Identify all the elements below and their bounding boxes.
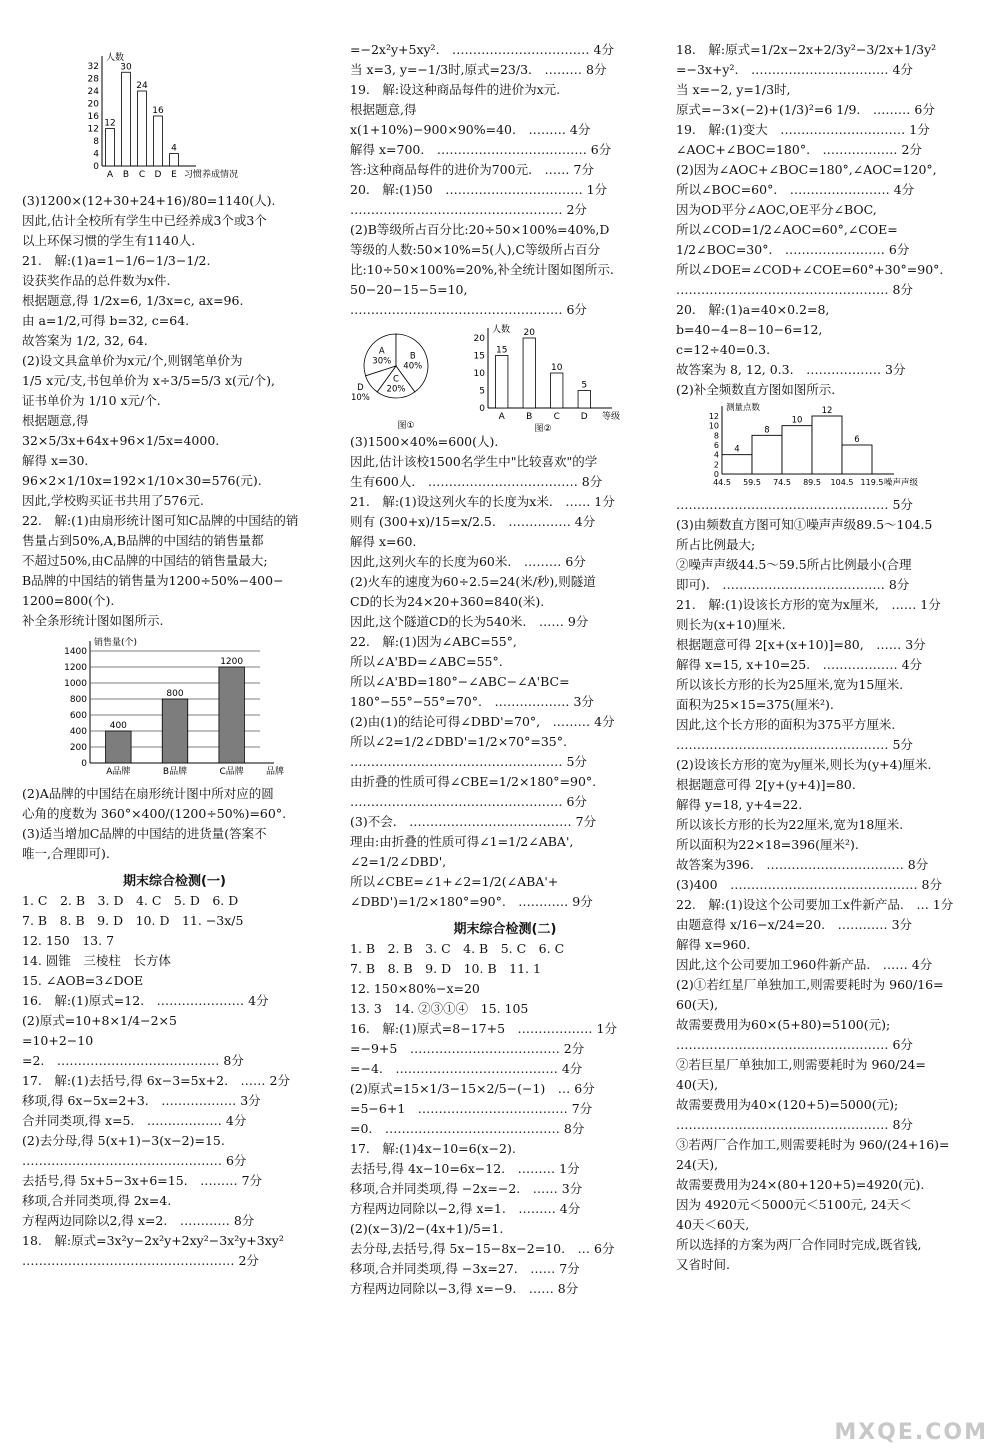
text-line: …………………………………………… 5分 [676, 737, 913, 752]
text-line: 20. 解:(1)50 …………………………… 1分 [350, 182, 608, 197]
text-line: 1. B 2. B 3. C 4. B 5. C 6. C [350, 941, 565, 956]
text-line: 16. 解:(1)原式=8−17+5 ……………… 1分 [350, 1021, 617, 1036]
bar-value-label: 12 [104, 118, 116, 129]
text-line: 故需要费用为24×(80+120+5)=4920(元). [676, 1177, 925, 1192]
text-line: 1. C 2. B 3. D 4. C 5. D 6. D [22, 893, 239, 908]
y-tick-label: 200 [69, 743, 87, 753]
col3-block-b [676, 495, 986, 1275]
text-line: 所以面积为22×18=396(厘米²). [676, 837, 859, 852]
y-tick-label: 28 [87, 74, 99, 85]
y-tick-label: 0 [81, 759, 87, 769]
y-tick-label: 4 [713, 450, 719, 460]
text-line: (3)不会. ………………………………… 7分 [350, 814, 597, 829]
text-line: 解得 x=700. ……………………………… 6分 [350, 142, 612, 157]
y-axis-label: 测量点数 [726, 403, 761, 413]
histogram-bar [812, 416, 842, 474]
bar-value-label: 800 [166, 689, 184, 699]
text-line: 根据题意可得 2[y+(y+4)]=80. [676, 777, 856, 792]
text-line: 21. 解:(1)设该长方形的宽为x厘米, …… 1分 [676, 597, 941, 612]
x-tick-label: 59.5 [743, 478, 761, 487]
text-line: 所以该长方形的长为22厘米,宽为18厘米. [676, 817, 904, 832]
text-line: 所以∠COD=1/2∠AOC=60°,∠COE= [676, 222, 898, 237]
x-tick-label: A [498, 412, 505, 422]
text-line: …………………………………………… 6分 [350, 794, 587, 809]
text-line: =5−6+1 ……………………………… 7分 [350, 1101, 593, 1116]
y-tick-label: 0 [713, 470, 719, 479]
x-tick-label: C品牌 [219, 767, 244, 777]
pie-percent: 20% [386, 384, 406, 395]
x-axis-label: 噪声声级 [884, 478, 919, 488]
text-line: 16. 解:(1)原式=12. ………………… 4分 [22, 993, 269, 1008]
text-line: 解得 x=15, x+10=25. ……………… 4分 [676, 657, 923, 672]
histogram-bar [722, 455, 752, 474]
y-tick-label: 15 [473, 351, 485, 362]
y-tick-label: 0 [93, 162, 99, 172]
text-line: 7. B 8. B 9. D 10. D 11. −3x/5 [22, 913, 244, 928]
text-line: 证书单价为 1/10 x元/个. [22, 393, 161, 408]
x-tick-label: D [154, 170, 162, 180]
text-line: ②噪声声级44.5～59.5所占比例最小(合理 [676, 557, 912, 572]
text-line: 当 x=3, y=−1/3时,原式=23/3. ……… 8分 [350, 62, 607, 77]
y-tick-label: 1200 [64, 663, 87, 673]
figure-caption: 图② [534, 424, 552, 432]
figure-caption: 图① [397, 421, 415, 431]
text-line: 当 x=−2, y=1/3时, [676, 82, 791, 97]
bar [138, 91, 147, 166]
bar-value-label: 5 [581, 380, 588, 391]
text-line: (2)设该长方形的宽为y厘米,则长为(y+4)厘米. [676, 757, 932, 772]
text-line: 方程两边同除以−3,得 x=−9. …… 8分 [350, 1281, 579, 1296]
text-line: 售量占到50%,A,B品牌的中国结的销售量都 [22, 533, 264, 548]
y-tick-label: 0 [479, 404, 485, 414]
text-line: 根据题意,得 [22, 413, 89, 428]
text-line: 19. 解:设这种商品每件的进价为x元. [350, 82, 561, 97]
col1-block-a [22, 191, 327, 631]
bar-chart-habits [22, 40, 242, 188]
text-line: (3)由频数直方图可知①噪声声级89.5～104.5 [676, 517, 933, 532]
text-line: …………………………………………… 5分 [350, 754, 587, 769]
y-tick-label: 20 [87, 99, 99, 110]
bar-value-label: 4 [171, 143, 177, 154]
text-line: 60(天), [676, 997, 719, 1012]
text-line: 22. 解:(1)由扇形统计图可知C品牌的中国结的销 [22, 513, 299, 528]
y-axis-label: 人数 [106, 53, 125, 63]
text-line: (2)因为∠AOC+∠BOC=180°,∠AOC=120°, [676, 162, 937, 177]
y-tick-label: 4 [93, 149, 99, 160]
bar [578, 391, 590, 409]
y-tick-label: 12 [87, 124, 99, 135]
text-line: B品牌的中国结的销售量为1200÷50%−400− [22, 573, 284, 588]
text-line: =2. ………………………………… 8分 [22, 1053, 244, 1068]
pie-label: D [357, 382, 364, 393]
text-line: 因为OD平分∠AOC,OE平分∠BOC, [676, 202, 877, 217]
text-line: 故需要费用为60×(5+80)=5100(元); [676, 1017, 891, 1032]
text-line: 22. 解:(1)设这个公司要加工x件新产品. … 1分 [676, 897, 954, 912]
bar-value-label: 10 [551, 363, 563, 373]
text-line: 因此,学校购买证书共用了576元. [22, 493, 204, 508]
text-line: 则有 (300+x)/15=x/2.5. …………… 4分 [350, 514, 596, 529]
text-line: 又省时间. [676, 1257, 730, 1272]
text-line: 1/5 x元/支,书包单价为 x÷3/5=5/3 x(元/个), [22, 373, 275, 388]
x-tick-label: B品牌 [162, 767, 188, 777]
bar-value-label: 8 [764, 425, 770, 436]
col3-block-a [676, 40, 986, 400]
y-tick-label: 800 [69, 695, 87, 705]
text-line: (2)设文具盒单价为x元/个,则钢笔单价为 [22, 353, 243, 368]
text-line: =−2x²y+5xy². …………………………… 4分 [350, 42, 614, 57]
text-line: 18. 解:原式=3x²y−2x²y+2xy²−3x²y+3xy² [22, 1233, 284, 1248]
text-line: 所以∠BOC=60°. …………………… 4分 [676, 182, 915, 197]
text-line: 补全条形统计图如图所示. [22, 613, 164, 628]
text-line: 所以∠DOE=∠COD+∠COE=60°+30°=90°. [676, 262, 944, 277]
text-line: 18. 解:原式=1/2x−2x+2/3y²−3/2x+1/3y² [676, 42, 937, 57]
text-line: 由 a=1/2,可得 b=32, c=64. [22, 313, 190, 328]
text-line: =0. …………………………………… 8分 [350, 1121, 585, 1136]
pie-label: C [393, 374, 399, 385]
bar [170, 154, 179, 167]
text-line: 答:这种商品每件的进价为700元. …… 7分 [350, 162, 594, 177]
text-line: 故需要费用为40×(120+5)=5000(元); [676, 1097, 899, 1112]
text-line: 所以选择的方案为两厂合作同时完成,既省钱, [676, 1237, 922, 1252]
text-line: 合并同类项,得 x=5. ……………… 4分 [22, 1113, 247, 1128]
y-tick-label: 8 [93, 137, 99, 147]
bar-value-label: 15 [496, 345, 508, 356]
col1-block-c [22, 891, 327, 1271]
x-tick-label: 44.5 [713, 478, 731, 487]
text-line: =−9+5 ……………………………… 2分 [350, 1041, 585, 1056]
text-line: 解得 x=30. [22, 453, 89, 468]
text-line: 所以∠CBE=∠1+∠2=1/2(∠ABA'+ [350, 874, 559, 889]
bar [219, 667, 245, 763]
column-1 [22, 40, 327, 1271]
text-line: 20. 解:(1)a=40×0.2=8, [676, 302, 830, 317]
text-line: 所以∠2=1/2∠DBD'=1/2×70°=35°. [350, 734, 567, 749]
bar-value-label: 10 [791, 415, 803, 426]
text-line: 22. 解:(1)因为∠ABC=55°, [350, 634, 517, 649]
pie-percent: 30% [372, 356, 392, 367]
text-line: 比:10÷50×100%=20%,补全统计图如图所示. [350, 262, 614, 277]
text-line: 解得 x=960. [676, 937, 751, 952]
text-line: (3)400 ……………………………………… 8分 [676, 877, 942, 892]
text-line: 等级的人数:50×10%=5(人),C等级所占百分 [350, 242, 601, 257]
x-axis-label: 等级 [602, 412, 621, 422]
text-line: ∠2=1/2∠DBD', [350, 854, 447, 869]
histogram-noise [676, 400, 936, 492]
text-line: 面积为25×15=375(厘米²). [676, 697, 834, 712]
text-line: 7. B 8. B 9. D 10. B 11. 1 [350, 961, 541, 976]
text-line: 即可). ………………………………… 8分 [676, 577, 910, 592]
x-tick-label: A品牌 [106, 767, 131, 777]
text-line: ∠AOC+∠BOC=180°. ……………… 2分 [676, 142, 922, 157]
pie-label: B [409, 351, 416, 362]
bar-value-label: 6 [854, 435, 860, 445]
pie-percent: 40% [403, 361, 423, 372]
text-line: ∠DBD')=1/2×180°=90°. ………… 9分 [350, 894, 593, 909]
text-line: 原式=−3×(−2)+(1/3)²=6 1/9. ……… 6分 [676, 102, 935, 117]
text-line: (3)适当增加C品牌的中国结的进货量(答案不 [22, 826, 267, 841]
y-tick-label: 10 [473, 369, 485, 379]
y-tick-label: 1400 [64, 647, 87, 657]
text-line: (2)原式=15×1/3−15×2/5−(−1) … 6分 [350, 1081, 595, 1096]
bar-chart-grades [460, 320, 630, 432]
text-line: c=12÷40=0.3. [676, 342, 771, 357]
bar-value-label: 24 [136, 81, 148, 91]
pie-chart-grades [350, 320, 450, 432]
bar-value-label: 20 [523, 328, 535, 338]
x-tick-label: A [106, 170, 114, 180]
pie-percent: 10% [350, 392, 370, 403]
y-tick-label: 20 [473, 334, 485, 344]
text-line: 12. 150 13. 7 [22, 933, 115, 948]
text-line: 13. 3 14. ②③①④ 15. 105 [350, 1001, 529, 1016]
column-2 [350, 40, 660, 1299]
text-line: (3)1500×40%=600(人). [350, 434, 499, 449]
x-tick-label: C [553, 412, 560, 422]
text-line: (2)补全频数直方图如图所示. [676, 382, 836, 397]
x-tick-label: 104.5 [830, 478, 854, 487]
col2-block-b [350, 432, 660, 912]
text-line: 12. 150×80%−x=20 [350, 981, 480, 996]
text-line: 所占比例最大; [676, 537, 756, 552]
text-line: (3)1200×(12+30+24+16)/80=1140(人). [22, 193, 276, 208]
text-line: 方程两边同除以2,得 x=2. ………… 8分 [22, 1213, 255, 1228]
x-tick-label: D [580, 412, 588, 422]
text-line: 因此,这个隧道CD的长为540米. …… 9分 [350, 614, 589, 629]
x-axis-label: 习惯养成情况 [184, 170, 239, 180]
y-tick-label: 10 [708, 421, 719, 431]
text-line: ………………………………………… 6分 [22, 1153, 247, 1168]
text-line: …………………………………………… 8分 [676, 1117, 913, 1132]
text-line: …………………………………………… 5分 [676, 497, 913, 512]
bar [162, 699, 188, 763]
col2-block-c [350, 939, 660, 1299]
y-tick-label: 32 [87, 62, 99, 72]
text-line: 1/2∠BOC=30°. …………………… 6分 [676, 242, 910, 257]
section-title-1: 期末综合检测(一) [123, 874, 226, 889]
text-line: 40(天), [676, 1077, 719, 1092]
y-tick-label: 12 [708, 412, 719, 421]
text-line: 根据题意可得 2[x+(x+10)]=80, …… 3分 [676, 637, 926, 652]
text-line: …………………………………………… 6分 [350, 302, 587, 317]
watermark: MXQE.COM [834, 1420, 988, 1445]
text-line: 因此,这个长方形的面积为375平方厘米. [676, 717, 896, 732]
text-line: 解得 x=60. [350, 534, 417, 549]
text-line: b=40−4−8−10−6=12, [676, 322, 823, 337]
x-axis-label: 品牌 [266, 767, 285, 777]
bar [496, 356, 508, 409]
text-line: 14. 圆锥 三棱柱 长方体 [22, 953, 171, 968]
text-line: 96×2×1/10x=192×1/10×30=576(元). [22, 473, 262, 488]
text-line: 所以∠A'BD=∠ABC=55°. [350, 654, 503, 669]
bar-value-label: 4 [734, 444, 740, 455]
bar [106, 129, 115, 167]
text-line: 则长为(x+10)厘米. [676, 617, 786, 632]
x-tick-label: 119.5 [860, 478, 884, 487]
text-line: 方程两边同除以−2,得 x=1. ……… 4分 [350, 1201, 581, 1216]
histogram-bar [842, 445, 872, 474]
text-line: 50−20−15−5=10, [350, 282, 468, 297]
text-line: 因此,这个公司要加工960件新产品. …… 4分 [676, 957, 933, 972]
text-line: 故答案为 1/2, 32, 64. [22, 333, 148, 348]
text-line: 17. 解:(1)去括号,得 6x−3=5x+2. …… 2分 [22, 1073, 290, 1088]
text-line: 心角的度数为 360°×400/(1200÷50%)=60°. [22, 806, 287, 821]
y-tick-label: 1000 [64, 679, 87, 689]
text-line: 因此,估计全校所有学生中已经养成3个或3个 [22, 213, 267, 228]
text-line: 24(天), [676, 1157, 719, 1172]
text-line: …………………………………………… 6分 [676, 1037, 913, 1052]
text-line: 所以∠A'BD=180°−∠ABC−∠A'BC= [350, 674, 570, 689]
text-line: (2)①若红星厂单独加工,则需要耗时为 960/16= [676, 977, 944, 992]
text-line: 生有600人. ……………………………… 8分 [350, 474, 603, 489]
text-line: 去分母,去括号,得 5x−15−8x−2=10. … 6分 [350, 1241, 615, 1256]
text-line: CD的长为24×20+360=840(米). [350, 594, 545, 609]
text-line: 理由:由折叠的性质可得∠1=1/2∠ABA', [350, 834, 574, 849]
col1-block-b [22, 784, 327, 864]
text-line: 15. ∠AOB=3∠DOE [22, 973, 144, 988]
text-line: 21. 解:(1)a=1−1/6−1/3−1/2. [22, 253, 211, 268]
text-line: 移项,合并同类项,得 2x=4. [22, 1193, 172, 1208]
bar [523, 338, 535, 408]
bar [122, 72, 131, 166]
y-tick-label: 400 [69, 727, 87, 737]
text-line: 所以该长方形的长为25厘米,宽为15厘米. [676, 677, 904, 692]
text-line: =10+2−10 [22, 1033, 94, 1048]
text-line: ③若两厂合作加工,则需要耗时为 960/(24+16)= [676, 1137, 950, 1152]
text-line: (2)(x−3)/2−(4x+1)/5=1. [350, 1221, 504, 1236]
text-line: 32×5/3x+64x+96×1/5x=4000. [22, 433, 220, 448]
y-tick-label: 8 [713, 431, 719, 441]
y-tick-label: 600 [69, 711, 87, 721]
bar-value-label: 400 [109, 721, 127, 731]
y-tick-label: 6 [713, 441, 719, 450]
text-line: 以上环保习惯的学生有1140人. [22, 233, 196, 248]
text-line: 移项,合并同类项,得 −3x=27. …… 7分 [350, 1261, 580, 1276]
text-line: 根据题意,得 [350, 102, 417, 117]
text-line: 17. 解:(1)4x−10=6(x−2). [350, 1141, 516, 1156]
histogram-bar [782, 426, 812, 474]
text-line: 由折叠的性质可得∠CBE=1/2×180°=90°. [350, 774, 597, 789]
text-line: 去括号,得 5x+5−3x+6=15. ……… 7分 [22, 1173, 263, 1188]
text-line: ②若巨星厂单独加工,则需要耗时为 960/24= [676, 1057, 926, 1072]
text-line: 由题意得 x/16−x/24=20. ………… 3分 [676, 917, 913, 932]
text-line: (2)B等级所占百分比:20÷50×100%=40%,D [350, 222, 610, 237]
text-line: 设获奖作品的总件数为x件. [22, 273, 171, 288]
y-axis-label: 销售量(个) [94, 638, 138, 648]
text-line: (2)A品牌的中国结在扇形统计图中所对应的圆 [22, 786, 274, 801]
bar-value-label: 16 [152, 106, 164, 116]
text-line: 因此,这列火车的长度为60米. ……… 6分 [350, 554, 586, 569]
text-line: 1200=800(个). [22, 593, 115, 608]
text-line: 根据题意,得 1/2x=6, 1/3x=c, ax=96. [22, 293, 244, 308]
bar [106, 731, 132, 763]
bar-chart-sales [22, 631, 312, 781]
text-line: 180°−55°−55°=70°. ……………… 3分 [350, 694, 594, 709]
text-line: 移项,合并同类项,得 −2x=−2. …… 3分 [350, 1181, 583, 1196]
histogram-bar [752, 435, 782, 474]
bar-value-label: 1200 [220, 657, 244, 667]
text-line: 唯一,合理即可). [22, 846, 110, 861]
bar-value-label: 12 [821, 406, 833, 416]
text-line: 去括号,得 4x−10=6x−12. ……… 1分 [350, 1161, 580, 1176]
text-line: 40天＜60天, [676, 1217, 750, 1232]
text-line: (2)由(1)的结论可得∠DBD'=70°, ……… 4分 [350, 714, 615, 729]
bar [551, 373, 563, 408]
x-tick-label: E [171, 170, 177, 180]
text-line: 21. 解:(1)设这列火车的长度为x米. …… 1分 [350, 494, 615, 509]
text-line: 解得 y=18, y+4=22. [676, 797, 803, 812]
y-tick-label: 2 [713, 460, 719, 470]
text-line: 因此,估计该校1500名学生中"比较喜欢"的学 [350, 454, 598, 469]
y-tick-label: 16 [87, 112, 99, 122]
y-axis-label: 人数 [492, 325, 511, 335]
text-line: 故答案为 8, 12, 0.3. ……………… 3分 [676, 362, 906, 377]
col2-block-a [350, 40, 660, 320]
figure-row [350, 320, 660, 432]
text-line: x(1+10%)−900×90%=40. ……… 4分 [350, 122, 591, 137]
text-line: (2)原式=10+8×1/4−2×5 [22, 1013, 190, 1028]
column-3 [676, 40, 986, 1275]
x-tick-label: 89.5 [803, 478, 821, 487]
x-tick-label: B [122, 170, 130, 180]
text-line: =−3x+y². …………………………… 4分 [676, 62, 913, 77]
text-line: 故答案为396. …………………………… 8分 [676, 857, 929, 872]
x-tick-label: 74.5 [773, 478, 791, 487]
x-tick-label: C [138, 170, 146, 180]
text-line: (2)去分母,得 5(x+1)−3(x−2)=15. [22, 1133, 225, 1148]
text-line: 移项,得 6x−5x=2+3. ……………… 3分 [22, 1093, 261, 1108]
text-line: 19. 解:(1)变大 ………………………… 1分 [676, 122, 930, 137]
text-line: 因为 4920元＜5000元＜5100元, 24天＜ [676, 1197, 912, 1212]
section-title-2: 期末综合检测(二) [453, 922, 557, 937]
text-line: =−4. ………………………………… 4分 [350, 1061, 583, 1076]
text-line: …………………………………………… 8分 [676, 282, 913, 297]
y-tick-label: 5 [479, 386, 485, 397]
text-line: 不超过50%,由C品牌的中国结的销售量最大; [22, 553, 268, 568]
bar-value-label: 30 [120, 62, 132, 73]
x-tick-label: B [526, 412, 533, 422]
bar [154, 116, 163, 166]
text-line: …………………………………………… 2分 [350, 202, 587, 217]
pie-label: A [378, 346, 385, 357]
text-line: …………………………………………… 2分 [22, 1253, 259, 1268]
y-tick-label: 24 [87, 87, 99, 97]
text-line: (2)火车的速度为60÷2.5=24(米/秒),则隧道 [350, 574, 596, 589]
